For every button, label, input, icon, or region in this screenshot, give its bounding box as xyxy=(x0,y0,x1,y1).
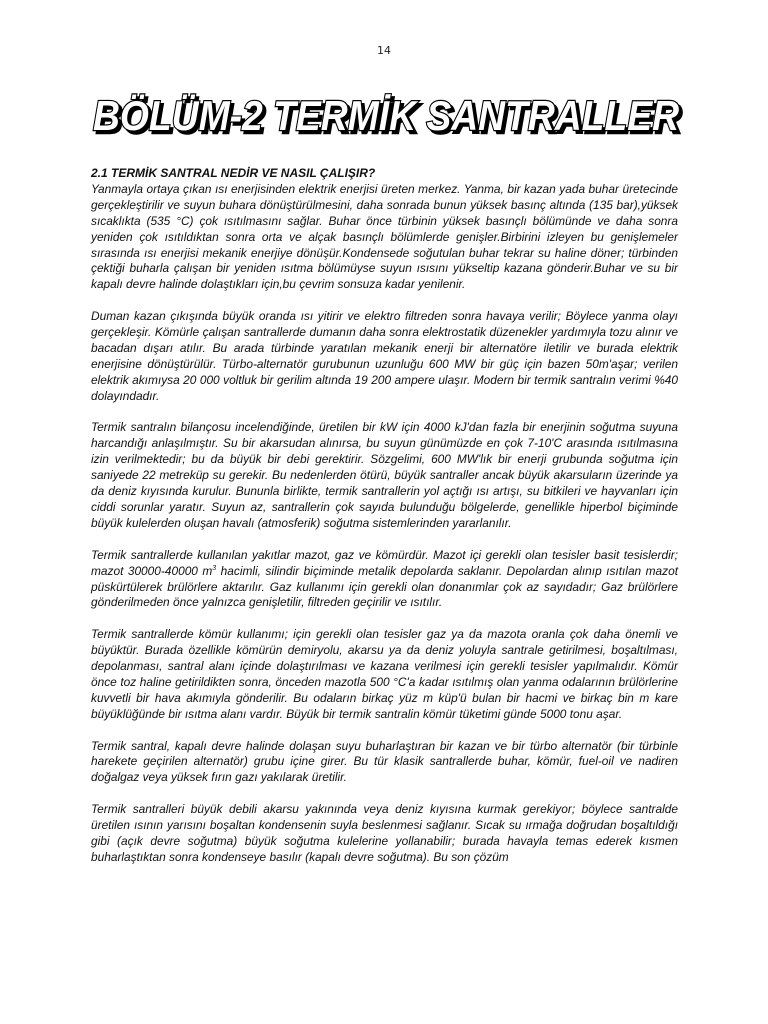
paragraph: Yanmayla ortaya çıkan ısı enerjisinden elektrik enerjisi üreten merkez. Yanma, bir kazan yada buhar üretecinde gerçekleştirilir ve suyun buhara dönüştürülmesini, daha sonrada bunun yüksek basınç altında (135 bar),yüksek sıcaklıkta (535 °C) çok ısıtılmasını sağlar. Buhar önce türbinin yüksek basınçlı bölümünde ve daha sonra yeniden çok ısıtıldıktan sonra orta ve alçak basınçlı bölümlerde genişler.Birbirini izleyen bu genişlemeler sırasında ısı enerjisi mekanik enerjiye dönüşür.Kondensede soğutulan buhar tekrar su haline döner; türbinden çektiği buharla çalışan bir yeniden ısıtma bölümüyse suyun ısısını yükseltip kazana gönderir.Buhar ve su bir kapalı devre halinde dolaştıkları için,bu çevrim sonsuza kadar yenilenir. xyxy=(91,181,678,292)
paragraph-text: hacimli, silindir biçiminde metalik depolarda saklanır. Depolardan alınıp ısıtılan mazot püskürtülerek brülörlere aktarılır. Gaz kullanımı için gerekli olan donanımlar çok az sayıdadır; Gaz brülörlere gönderilmeden önce yalnızca genişletilir, filtreden geçirilir ve ısıtılır. xyxy=(91,563,679,610)
chapter-title-graphic xyxy=(86,86,686,146)
paragraph-text: Termik santrallerde kullanılan yakıtlar mazot, gaz ve kömürdür. Mazot içi gerekli olan tesisler basit tesislerdir; mazot 30000-40000 m xyxy=(91,547,678,578)
superscript: 3 xyxy=(212,564,217,572)
paragraph: Termik santralleri büyük debili akarsu yakınında veya deniz kıyısına kurmak gerekiyor; böylece santralde üretilen ısının yarısını boşaltan kondensenin suyla beslenmesi sağlanır. Sıcak su ırmağa doğrudan boşaltıldığı gibi (açık devre soğutma) büyük soğutma kulelerine yollanabilir; burada havayla temas ederek kısmen buharlaştıktan sonra kondenseye basılır (kapalı devre soğutma). Bu son çözüm xyxy=(91,802,678,864)
paragraph xyxy=(91,548,678,612)
paragraph: Termik santrallerde kömür kullanımı; için gerekli olan tesisler gaz ya da mazota oranla çok daha önemli ve büyüktür. Burada özellikle kömürün demiryolu, akarsu ya da deniz yoluyla santrale getirilmesi, boşaltılması, depolanması, santral alanı içinde dolaştırılması ve kazana verilmesi için gerekli tesisler yapılmalıdır. Kömür önce toz haline getirildikten sonra, önceden mazotla 500 °C'a kadar ısıtılmış olan yanma odalarının brülörlerine kuvvetli bir hava akımıyla gönderilir. Bu odaların birkaç yüz m küp'ü bulan bir hacmi ve birkaç bin m kare büyüklüğünde bir ısıtma alanı vardır. Büyük bir termik santralin kömür tüketimi günde 5000 tonu aşar. xyxy=(91,627,678,721)
section-heading: 2.1 TERMİK SANTRAL NEDİR VE NASIL ÇALIŞIR? xyxy=(91,166,376,180)
paragraph: Duman kazan çıkışında büyük oranda ısı yitirir ve elektro filtreden sonra havaya verilir; Böylece yanma olayı gerçekleşir. Kömürle çalışan santrallerde dumanın daha sonra elektrostatik düzenekler yardımıyla tozu alınır ve bacadan dışarı atılır. Bu arada türbinde yaratılan mekanik enerji bir alternatöre iletilir ve burada elektrik enerjisine dönüştürülür. Türbo-alternatör gurubunun uzunluğu 600 MW bir güç için bazen 50m'aşar; verilen elektrik akımıysa 20 000 voltluk bir gerilim altında 19 200 ampere ulaşır. Modern bir termik santralın verimi %40 dolayındadır. xyxy=(91,309,678,403)
paragraph: Termik santral, kapalı devre halinde dolaşan suyu buharlaştıran bir kazan ve bir türbo alternatör (bir türbinle harekete geçirilen alternatör) grubu içine girer. Bu tür klasik santrallerde buhar, kömür, fuel-oil ve nadiren doğalgaz veya yüksek fırın gazı yakılarak üretilir. xyxy=(91,738,678,785)
chapter-title-text: BÖLÜM-2 TERMİK SANTRALLER xyxy=(93,92,680,139)
chapter-title xyxy=(86,86,686,146)
document-body xyxy=(91,166,678,882)
page-number: 14 xyxy=(377,44,391,57)
paragraph: Termik santralın bilançosu incelendiğinde, üretilen bir kW için 4000 kJ'dan fazla bir enerjinin soğutma suyuna harcandığı anlaşılmıştır. Su bir akarsudan alınırsa, bu suyun günümüzde en çok 7-10'C arasında ısıtılmasına izin verilmektedir; bu da büyük bir debi gerektirir. Sözgelimi, 600 MW'lık bir enerji grubunda soğutma için saniyede 22 metreküp su gerekir. Bu nedenlerden ötürü, büyük santraller ancak büyük akarsuların üzerinde ya da deniz kıyısında kurulur. Bununla birlikte, termik santrallerin yol açtığı ısı artışı, su bitkileri ve hayvanları için ciddi sorunlar yaratır. Suyun az, santrallerin çok sayıda bulunduğu bölgelerde, genellikle hiperbol biçiminde büyük kulelerden oluşan havalı (atmosferik) soğutma sistemlerinden yararlanılır. xyxy=(91,420,678,530)
